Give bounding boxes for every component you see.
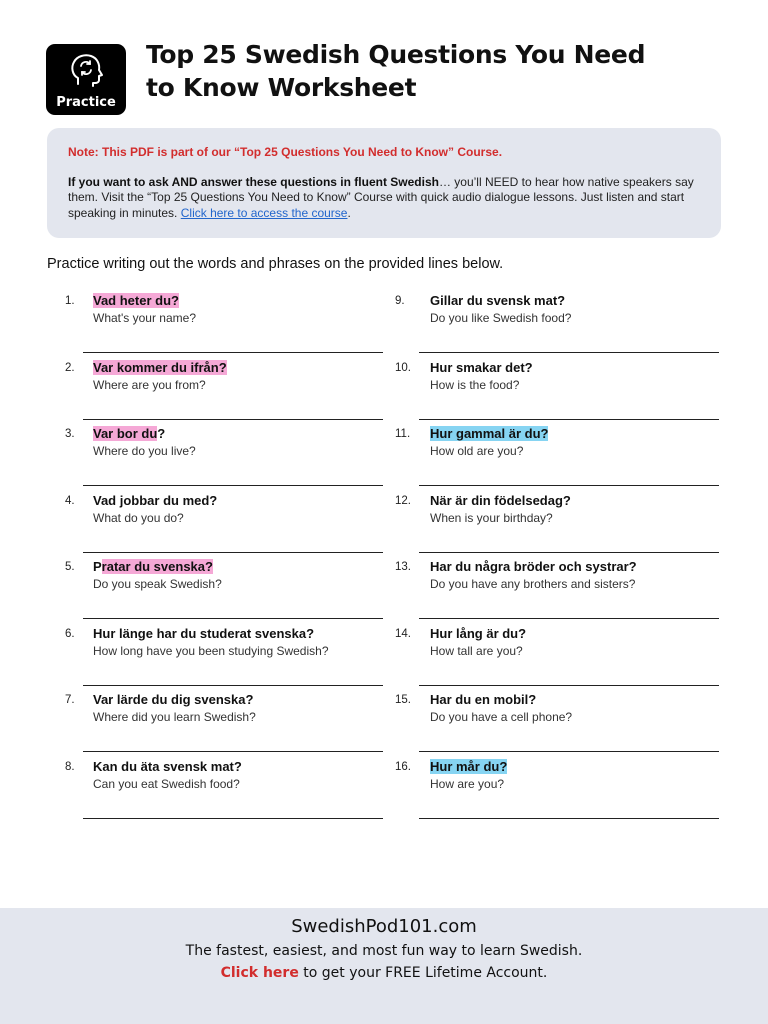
question-item [390,552,710,619]
question-swedish: Hur mår du? [430,758,508,774]
question-number: 15. [395,694,411,706]
question-number: 6. [65,627,75,640]
question-item [58,353,378,420]
question-english: Where do you live? [93,444,196,458]
question-english: What do you do? [93,510,184,525]
question-highlight: Var bor du [93,426,158,441]
access-course-link[interactable]: Click here to access the course [180,205,348,220]
question-english: How old are you? [430,444,524,458]
footer-site-name: SwedishPod101.com [291,916,477,937]
question-item [390,286,710,353]
question-swedish: Hur länge har du studerat svenska? [93,625,315,641]
question-number: 14. [395,627,411,640]
question-english: How long have you been studying Swedish? [93,643,329,658]
question-number: 16. [395,760,411,773]
question-number: 5. [65,561,75,573]
questions-right-column [390,286,710,818]
question-english: When is your birthday? [430,510,553,525]
question-item [390,685,710,752]
questions-left-column [58,286,378,818]
title-line-2: to Know Worksheet [146,73,417,102]
question-swedish: Var lärde du dig svenska? [93,692,254,707]
question-english: How is the food? [430,377,520,392]
question-prefix: P [93,559,102,574]
question-swedish: Kan du äta svensk mat? [93,758,242,774]
question-number: 2. [65,361,75,374]
footer-banner [0,908,768,1024]
question-swedish: Var kommer du ifrån? [93,359,227,375]
question-number: 7. [65,694,75,706]
note-text: … you’ll NEED to hear how native speakers say them. Visit the “Top 25 Questions You Need to Know” Course with quick audio dialogue lessons. Just listen and start speaking in minutes. [68,174,694,220]
note-bold-lead: If you want to ask AND answer these questions in fluent Swedish [68,174,439,189]
question-item [58,619,378,686]
question-number: 10. [395,361,411,374]
question-item [58,286,378,353]
head-refresh-icon [66,51,106,89]
note-body [68,175,701,222]
question-english: Do you have a cell phone? [430,710,573,724]
question-english: Do you like Swedish food? [430,311,572,325]
question-rest: ? [157,426,166,441]
question-item [58,752,378,819]
question-english: Can you eat Swedish food? [93,776,240,791]
footer-tagline: The fastest, easiest, and most fun way to learn Swedish. [185,943,583,959]
question-swedish: Vad jobbar du med? [93,492,218,508]
question-english: Do you speak Swedish? [93,577,222,591]
question-number: 9. [395,295,405,307]
question-english: Where are you from? [93,377,206,392]
practice-logo [46,44,126,115]
question-swedish: Har du en mobil? [430,692,537,707]
note-headline: Note: This PDF is part of our “Top 25 Questions You Need to Know” Course. [68,145,503,159]
question-swedish [93,559,213,574]
question-item [390,419,710,486]
question-number: 12. [395,494,411,507]
question-swedish: Hur gammal är du? [430,426,549,441]
question-english: What's your name? [93,311,197,325]
question-item [58,419,378,486]
page-title [146,38,666,104]
question-number: 4. [65,494,75,507]
question-item [390,353,710,420]
footer-cta [0,965,768,981]
question-number: 11. [395,428,411,440]
question-english: How tall are you? [430,643,523,658]
question-number: 3. [65,428,75,440]
footer-cta-text: to get your FREE Lifetime Account. [298,965,548,981]
question-english: Do you have any brothers and sisters? [430,577,636,591]
question-swedish [93,426,165,441]
question-swedish: Hur lång är du? [430,625,527,641]
writing-line [83,818,383,819]
question-item [58,486,378,553]
question-swedish: När är din födelsedag? [430,492,571,508]
writing-line [419,818,719,819]
question-english: How are you? [430,776,505,791]
question-item [390,486,710,553]
instruction-text: Practice writing out the words and phrases on the provided lines below. [47,256,504,272]
question-english: Where did you learn Swedish? [93,710,256,724]
logo-label: Practice [56,95,116,110]
question-swedish: Gillar du svensk mat? [430,293,566,308]
question-highlight: ratar du svenska? [101,559,213,574]
question-item [58,552,378,619]
question-number: 13. [395,561,411,573]
free-account-link[interactable]: Click here [220,965,299,981]
question-swedish: Har du några bröder och systrar? [430,559,637,574]
question-number: 1. [65,295,75,307]
question-swedish: Hur smakar det? [430,359,533,375]
question-item [390,752,710,819]
question-number: 8. [65,760,75,773]
title-line-1: Top 25 Swedish Questions You Need [146,40,646,69]
course-note [47,128,721,238]
note-trailing: . [347,205,351,220]
question-item [58,685,378,752]
question-item [390,619,710,686]
question-swedish: Vad heter du? [93,293,179,308]
